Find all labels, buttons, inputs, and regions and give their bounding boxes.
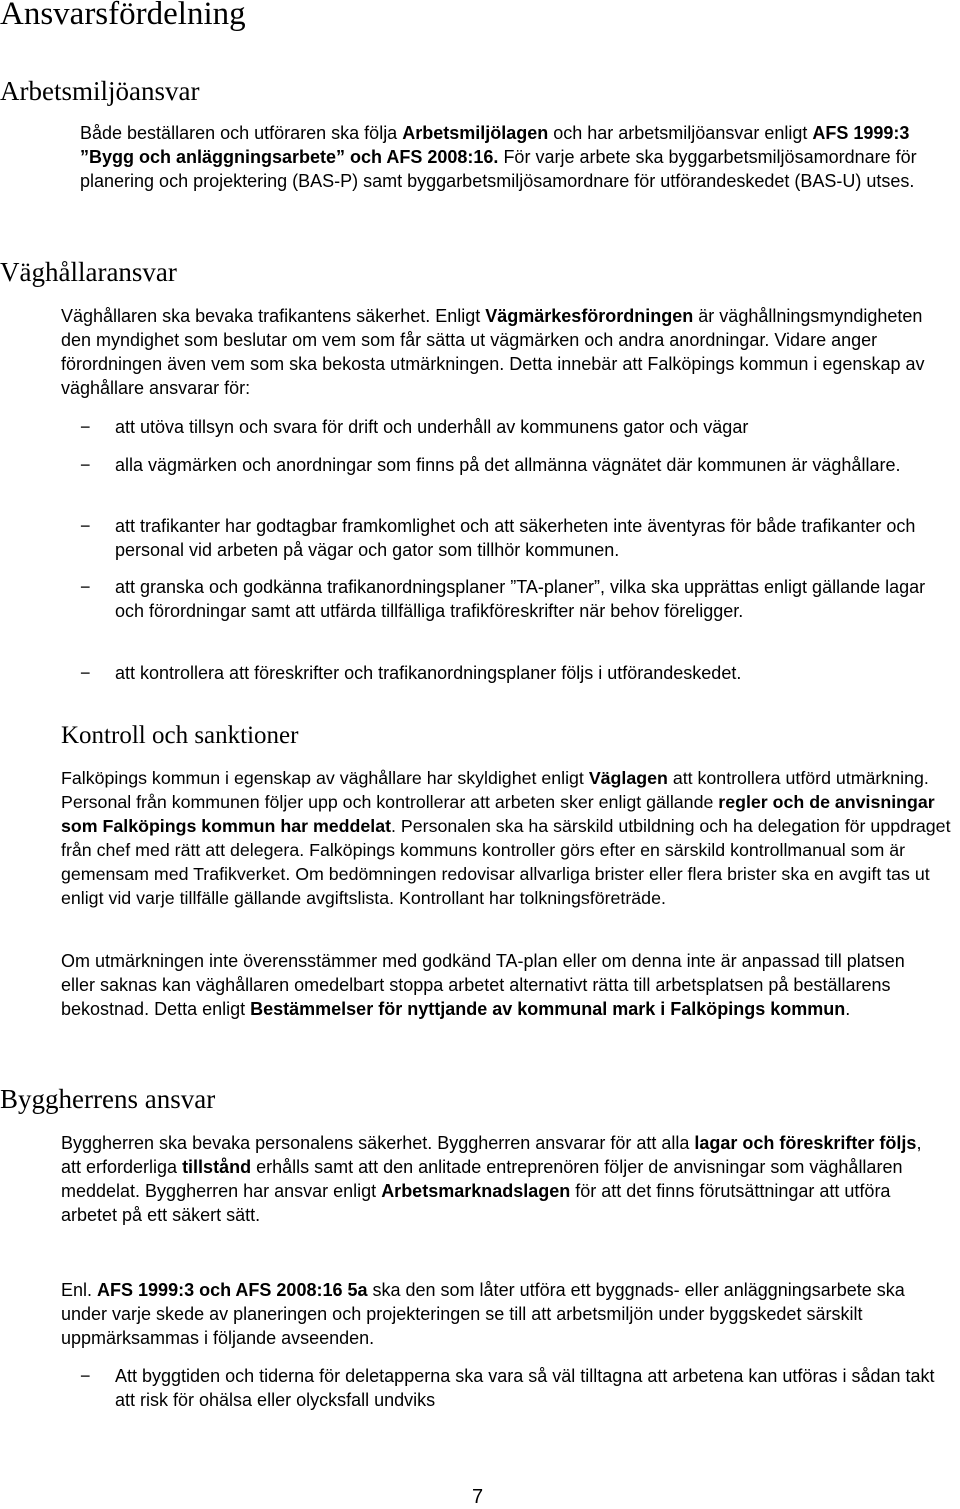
law-afs-5a: AFS 1999:3 och AFS 2008:16 5a bbox=[97, 1280, 368, 1300]
paragraph-afs: Enl. AFS 1999:3 och AFS 2008:16 5a ska den som låter utföra ett byggnads- eller anläggningsarbete ska under varje skede av planeringen och projekteringen se till att arbetsmiljön under byggskedet särskilt uppmärksammas i följande avseenden. bbox=[61, 1280, 905, 1348]
heading-byggherrens-ansvar: Byggherrens ansvar bbox=[0, 1084, 216, 1114]
bold-lagar-foreskrifter: lagar och föreskrifter följs bbox=[694, 1133, 917, 1153]
dash-bullet: − bbox=[80, 417, 91, 437]
bold-tillstand: tillstånd bbox=[182, 1157, 252, 1177]
rules-falkoping: regler och de anvisningar som Falköpings kommun har meddelat bbox=[61, 792, 935, 836]
dash-bullet: − bbox=[80, 455, 91, 475]
paragraph-vaghallaransvar: Väghållaren ska bevaka trafikantens säkerhet. Enligt Vägmärkesförordningen är väghållningsmyndigheten den myndighet som beslutar om vem som får sätta ut vägmärken och andra anordningar. Vidare anger förordningen även vem som ska bekosta utmärkningen. Detta innebär att Falköpings kommun i egenskap av väghållare ansvarar för: bbox=[61, 306, 925, 398]
law-vaglagen: Väglagen bbox=[588, 768, 668, 788]
law-afs: AFS 1999:3 ”Bygg och anläggningsarbete” och AFS 2008:16. bbox=[80, 123, 910, 167]
dash-bullet: − bbox=[80, 1366, 91, 1386]
regulation-bestammelser: Bestämmelser för nyttjande av kommunal mark i Falköpings kommun bbox=[250, 999, 846, 1019]
heading-kontroll-och-sanktioner: Kontroll och sanktioner bbox=[61, 722, 299, 749]
dash-bullet: − bbox=[80, 663, 91, 683]
paragraph-arbetsmiljoansvar: Både beställaren och utföraren ska följa Arbetsmiljölagen och har arbetsmiljöansvar enligt AFS 1999:3 ”Bygg och anläggningsarbete” och AFS 2008:16. För varje arbete ska byggarbetsmiljösamordnare för planering och projektering (BAS-P) samt byggarbetsmiljösamordnare för utförandeskedet (BAS-U) utses. bbox=[80, 123, 917, 191]
paragraph-kontroll: Falköpings kommun i egenskap av väghållare har skyldighet enligt Väglagen att kontrollera utförd utmärkning. Personal från kommunen följer upp och kontrollerar att arbeten sker enligt gällande regler och de anvisningar som Falköpings kommun har meddelat. Personalen ska ha särskild utbildning och ha delegation för uppdraget från chef med rätt att delegera. Falköpings kommuns kontroller görs efter en särskild kontrollmanual som är gemensam med Trafikverket. Om bedömningen redovisar allvarliga brister eller flera brister ska en avgift tas ut enligt vid varje tillfälle gällande avgiftslista. Kontrollant har tolkningsföreträde. bbox=[61, 768, 951, 908]
heading-arbetsmiljoansvar: Arbetsmiljöansvar bbox=[0, 76, 200, 106]
law-arbetsmarknadslagen: Arbetsmarknadslagen bbox=[381, 1181, 571, 1201]
law-vagmarkesforordningen: Vägmärkesförordningen bbox=[485, 306, 694, 326]
dash-bullet: − bbox=[80, 516, 91, 536]
page-title: Ansvarsfördelning bbox=[0, 0, 246, 32]
paragraph-stoppa-arbetet: Om utmärkningen inte överensstämmer med godkänd TA-plan eller om denna inte är anpassad till platsen eller saknas kan väghållaren omedelbart stoppa arbetet alternativt rätta till arbetsplatsen på beställarens bekostnad. Detta enligt Bestämmelser för nyttjande av kommunal mark i Falköpings kommun. bbox=[61, 951, 905, 1019]
paragraph-byggherren: Byggherren ska bevaka personalens säkerhet. Byggherren ansvarar för att alla lagar och föreskrifter följs, att erforderliga tillstånd erhålls samt att den anlitade entreprenören följer de anvisningar som väghållaren meddelat. Byggherren har ansvar enligt Arbetsmarknadslagen för att det finns förutsättningar att utföra arbetet på ett säkert sätt. bbox=[61, 1133, 922, 1225]
dash-bullet: − bbox=[80, 577, 91, 597]
law-arbetsmiljolagen: Arbetsmiljölagen bbox=[402, 123, 549, 143]
heading-vaghallaransvar: Väghållaransvar bbox=[0, 257, 177, 287]
page-number: 7 bbox=[472, 1486, 484, 1508]
